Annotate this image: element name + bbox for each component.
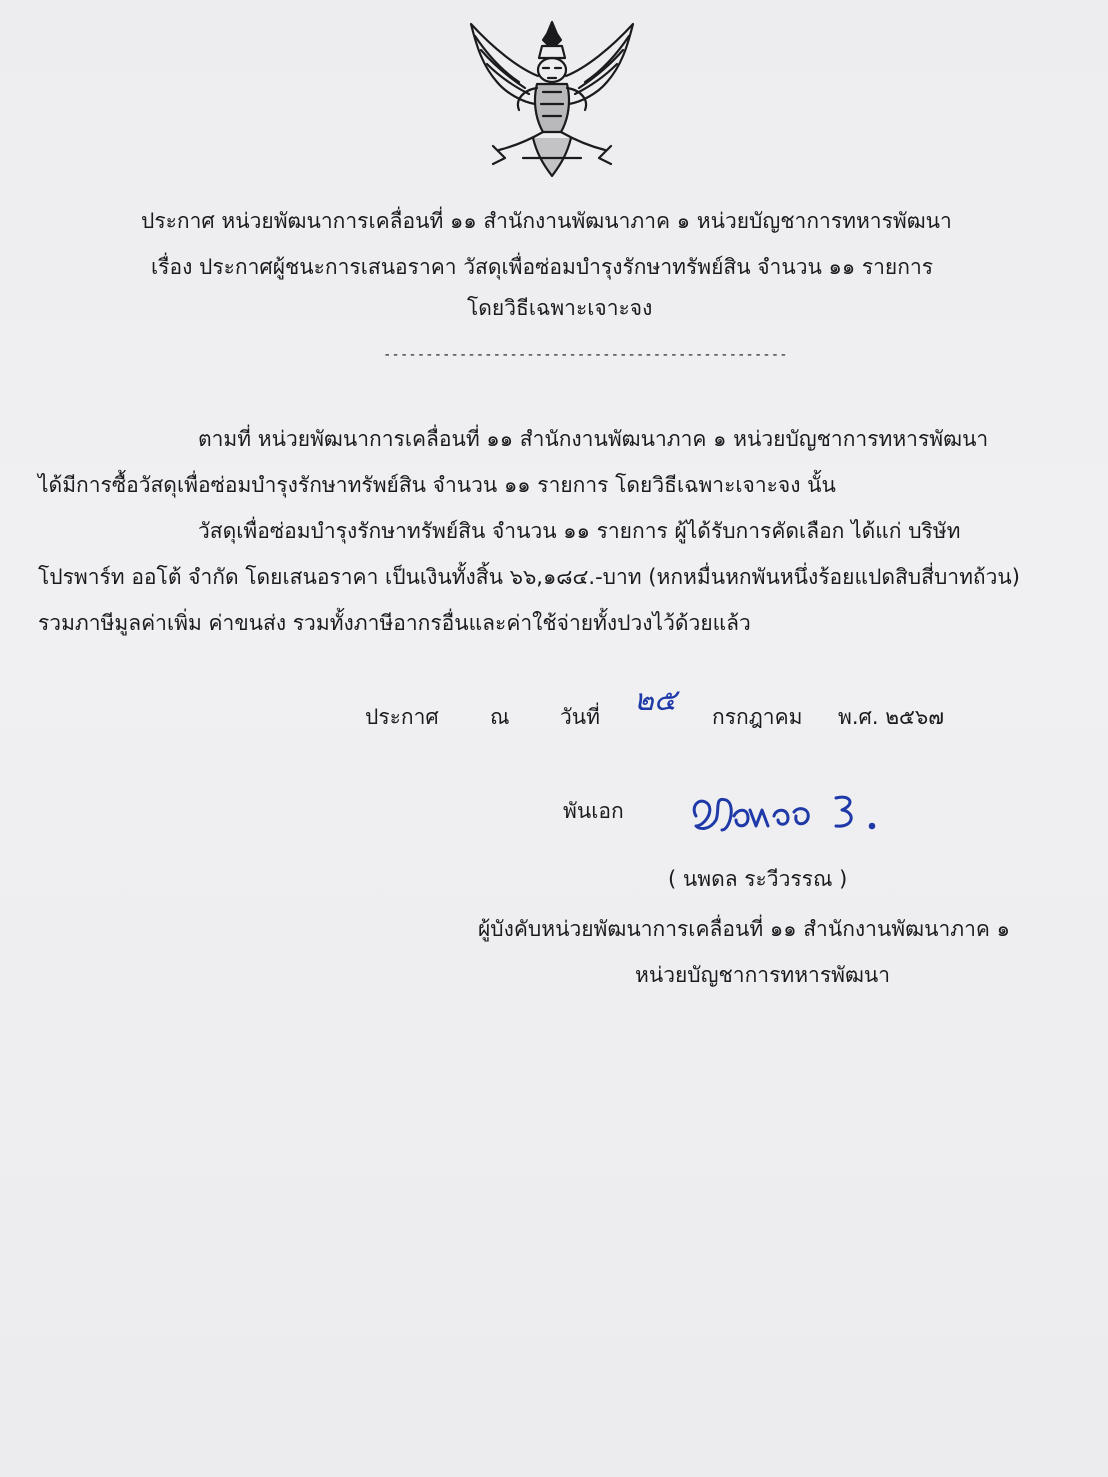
date-month: กรกฎาคม (712, 705, 803, 729)
date-year: พ.ศ. ๒๕๖๗ (838, 705, 945, 729)
subject-line: เรื่อง ประกาศผู้ชนะการเสนอราคา วัสดุเพื่อซ่อมบำรุงรักษาทรัพย์สิน จำนวน ๑๑ รายการ (151, 255, 934, 279)
paragraph-2-line-1: วัสดุเพื่อซ่อมบำรุงรักษาทรัพย์สิน จำนวน ๑๑ รายการ ผู้ได้รับการคัดเลือก ได้แก่ บริษัท (198, 519, 961, 543)
signer-name: ( นพดล ระวีวรรณ ) (668, 867, 848, 891)
date-at-label: ณ (490, 705, 510, 729)
divider: ------------------------------------------------ (383, 347, 788, 363)
signer-title-2: หน่วยบัญชาการทหารพัฒนา (635, 963, 891, 987)
announcement-title: ประกาศ หน่วยพัฒนาการเคลื่อนที่ ๑๑ สำนักงานพัฒนาภาค ๑ หน่วยบัญชาการทหารพัฒนา (141, 209, 952, 233)
paragraph-2-line-3: รวมภาษีมูลค่าเพิ่ม ค่าขนส่ง รวมทั้งภาษีอากรอื่นและค่าใช้จ่ายทั้งปวงไว้ด้วยแล้ว (38, 611, 751, 635)
paragraph-2-line-2: โปรพาร์ท ออโต้ จำกัด โดยเสนอราคา เป็นเงินทั้งสิ้น ๖๖,๑๘๔.-บาท (หกหมื่นหกพันหนึ่งร้อยแปดสิบสี่บาทถ้วน) (38, 565, 1020, 589)
signer-title-1: ผู้บังคับหน่วยพัฒนาการเคลื่อนที่ ๑๑ สำนักงานพัฒนาภาค ๑ (478, 917, 1010, 941)
paragraph-1-line-1: ตามที่ หน่วยพัฒนาการเคลื่อนที่ ๑๑ สำนักงานพัฒนาภาค ๑ หน่วยบัญชาการทหารพัฒนา (198, 427, 989, 451)
garuda-emblem-icon (463, 18, 641, 183)
date-announce-label: ประกาศ (365, 705, 439, 729)
subject-method: โดยวิธีเฉพาะเจาะจง (467, 296, 653, 320)
date-day-handwritten: ๒๕ (634, 683, 677, 718)
date-day-label: วันที่ (560, 705, 600, 729)
signer-rank: พันเอก (563, 799, 624, 823)
paragraph-1-line-2: ได้มีการซื้อวัสดุเพื่อซ่อมบำรุงรักษาทรัพย์สิน จำนวน ๑๑ รายการ โดยวิธีเฉพาะเจาะจง นั้น (38, 473, 836, 497)
handwritten-signature (686, 786, 886, 846)
